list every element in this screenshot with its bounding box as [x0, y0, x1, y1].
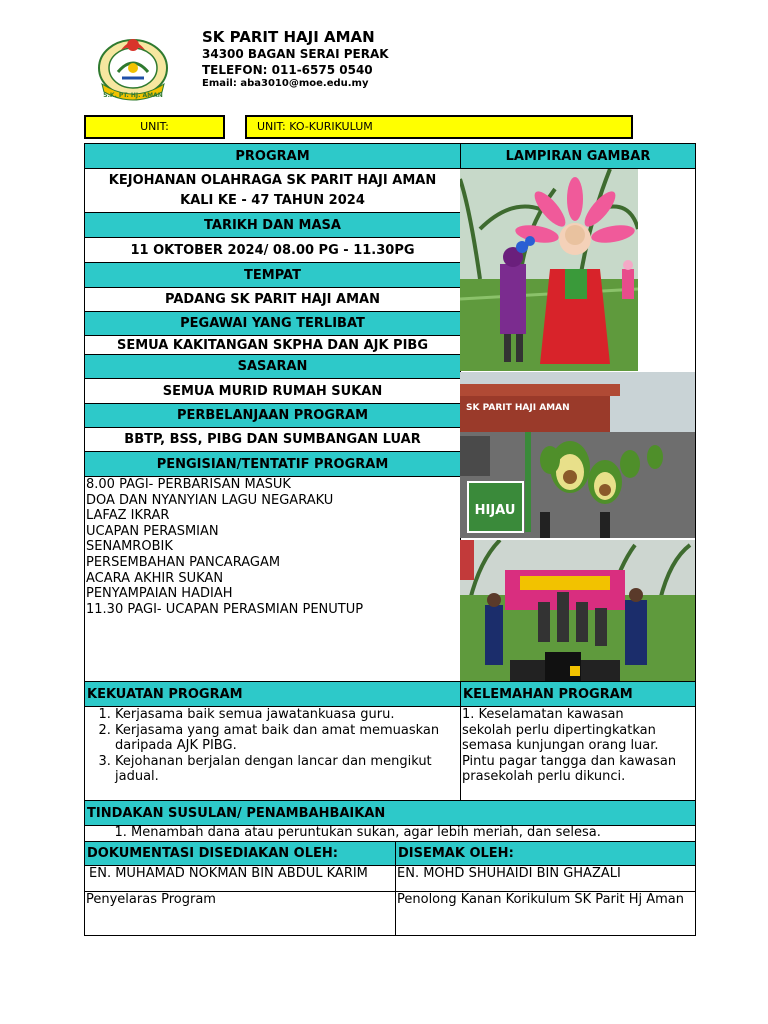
- program-name: [84, 168, 461, 213]
- kelemahan-line: semasa kunjungan orang luar.: [462, 738, 659, 754]
- kekuatan-item: 3. Kejohanan berjalan dengan lancar dan mengikut jadual.: [115, 754, 460, 785]
- school-email: Email: aba3010@moe.edu.my: [202, 78, 369, 89]
- tindakan-label: TINDAKAN SUSULAN/ PENAMBAHBAIKAN: [84, 800, 696, 826]
- pegawai-value: SEMUA KAKITANGAN SKPHA DAN AJK PIBG: [84, 335, 461, 355]
- tarikh-label: TARIKH DAN MASA: [84, 212, 461, 238]
- disemak-name: EN. MOHD SHUHAIDI BIN GHAZALI: [395, 865, 696, 892]
- tindakan-list: [84, 825, 696, 842]
- school-name: SK PARIT HAJI AMAN: [202, 28, 375, 46]
- tarikh-value: 11 OKTOBER 2024/ 08.00 PG - 11.30PG: [84, 237, 461, 263]
- unit-box-left: UNIT:: [84, 115, 225, 139]
- sasaran-label: SASARAN: [84, 354, 461, 379]
- kelemahan-line: Pintu pagar tangga dan kawasan: [462, 753, 677, 769]
- photo-banner-text: HIJAU: [474, 503, 516, 518]
- unit-box-right: UNIT: KO-KURIKULUM: [245, 115, 633, 139]
- dokumentasi-label: DOKUMENTASI DISEDIAKAN OLEH:: [84, 841, 396, 866]
- pengisian-item: 8.00 PAGI- PERBARISAN MASUK: [86, 477, 291, 492]
- kekuatan-list: [84, 706, 461, 801]
- disemak-label: DISEMAK OLEH:: [395, 841, 696, 866]
- kelemahan-list: [460, 706, 696, 801]
- kelemahan-label: KELEMAHAN PROGRAM: [460, 681, 696, 707]
- pengisian-label: PENGISIAN/TENTATIF PROGRAM: [84, 451, 461, 477]
- disemak-role: Penolong Kanan Korikulum SK Parit Hj Aman: [395, 891, 696, 936]
- pengisian-item: DOA DAN NYANYIAN LAGU NEGARAKU: [86, 492, 334, 508]
- kekuatan-item: 2. Kerjasama yang amat baik dan amat memuaskan daripada AJK PIBG.: [115, 723, 460, 754]
- kekuatan-label: KEKUATAN PROGRAM: [84, 681, 461, 707]
- pengisian-item: LAFAZ IKRAR: [86, 508, 170, 524]
- kelemahan-line: prasekolah perlu dikunci.: [462, 769, 626, 785]
- program-name-line1: KEJOHANAN OLAHRAGA SK PARIT HAJI AMAN: [108, 172, 437, 188]
- photo-sign-text: SK PARIT HAJI AMAN: [466, 403, 570, 413]
- pengisian-list: [84, 476, 461, 682]
- kelemahan-line: sekolah perlu dipertingkatkan: [462, 722, 656, 738]
- school-address: 34300 BAGAN SERAI PERAK: [202, 47, 389, 61]
- dokumentasi-name: EN. MUHAMAD NOKMAN BIN ABDUL KARIM: [84, 865, 396, 892]
- kekuatan-item: 1. Kerjasama baik semua jawatankuasa guru.: [115, 707, 460, 723]
- logo-text: S.K. PT. HJ. AMAN: [103, 92, 163, 99]
- kelemahan-line: 1. Keselamatan kawasan: [462, 707, 624, 722]
- photo-avocado-parade: [460, 372, 695, 538]
- tempat-label: TEMPAT: [84, 262, 461, 288]
- school-phone: TELEFON: 011-6575 0540: [202, 63, 373, 77]
- pegawai-label: PEGAWAI YANG TERLIBAT: [84, 311, 461, 336]
- photo-podium: [460, 540, 695, 681]
- pengisian-item: ACARA AKHIR SUKAN: [86, 570, 224, 586]
- tempat-value: PADANG SK PARIT HAJI AMAN: [84, 287, 461, 312]
- school-logo: [92, 32, 174, 102]
- pengisian-item: PERSEMBAHAN PANCARAGAM: [86, 554, 281, 570]
- perbelanjaan-label: PERBELANJAAN PROGRAM: [84, 403, 461, 428]
- sasaran-value: SEMUA MURID RUMAH SUKAN: [84, 378, 461, 404]
- pengisian-item: UCAPAN PERASMIAN: [86, 523, 219, 539]
- tindakan-item: 1. Menambah dana atau peruntukan sukan, agar lebih meriah, dan selesa.: [131, 826, 695, 840]
- pengisian-item: SENAMROBIK: [86, 539, 173, 555]
- pengisian-item: 11.30 PAGI- UCAPAN PERASMIAN PENUTUP: [86, 601, 364, 617]
- lampiran-label: LAMPIRAN GAMBAR: [460, 143, 696, 169]
- program-name-line2: KALI KE - 47 TAHUN 2024: [180, 192, 365, 208]
- pengisian-item: PENYAMPAIAN HADIAH: [86, 586, 233, 602]
- photo-flower-mascot: [460, 169, 638, 371]
- dokumentasi-role: Penyelaras Program: [84, 891, 396, 936]
- perbelanjaan-value: BBTP, BSS, PIBG DAN SUMBANGAN LUAR: [84, 427, 461, 452]
- program-label: PROGRAM: [84, 143, 461, 169]
